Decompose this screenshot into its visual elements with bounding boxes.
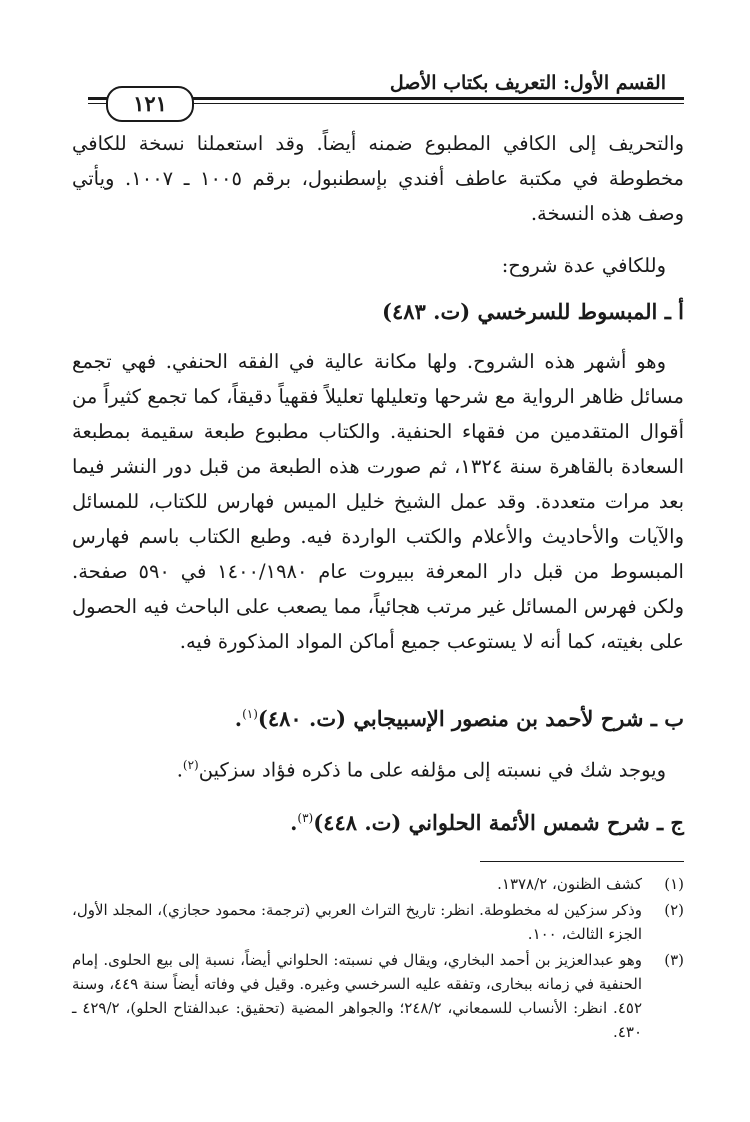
paragraph-continuation: والتحريف إلى الكافي المطبوع ضمنه أيضاً. وقد استعملنا نسخة للكافي مخطوطة في مكتبة عاطف أفندي بإسطنبول، برقم ١٠٠٥ ـ ١٠٠٧. ويأتي وصف هذه النسخة. [72,132,684,225]
footnote-separator [480,861,684,862]
footnote-text: وهو عبدالعزيز بن أحمد البخاري، ويقال في نسبته: الحلواني أيضاً، نسبة إلى بيع الحلوى. إمام الحنفية في زمانه ببخارى، وتفقه عليه السرخسي وغيره. وقيل في وفاته أيضاً سنة ٤٤٩، وسنة ٤٥٢. انظر: الأنساب للسمعاني، ٢٤٨/٢؛ والجواهر المضية (تحقيق: عبدالفتاح الحلو)، ٤٢٩/٢ ـ ٤٣٠. [72,951,642,1041]
body-block-6 [72,748,684,788]
page-number: ١٢١ [106,86,194,122]
footnote-number: (٣) [664,951,684,969]
body-block-4 [72,344,684,659]
section-heading-c-text: ج ـ شرح شمس الأئمة الحلواني (ت. ٤٤٨) [313,810,684,835]
section-heading-a: أ ـ المبسوط للسرخسي (ت. ٤٨٣) [382,299,684,324]
footnote-1 [72,872,684,896]
footnote-number: (٢) [664,901,684,919]
footnote-text: كشف الظنون، ١٣٧٨/٢. [497,875,642,893]
footnotes [72,872,684,1046]
body-block-7 [72,798,684,843]
footnote-ref-3: (٣) [297,811,314,825]
footnote-ref-1: (١) [242,707,258,721]
section-heading-b-text: ب ـ شرح لأحمد بن منصور الإسبيجابي (ت. ٤٨٠) [257,706,684,731]
section-heading-c-period: . [290,810,298,835]
body-block-3 [72,292,684,332]
paragraph-mabsut: وهو أشهر هذه الشروح. ولها مكانة عالية في الفقه الحنفي. فهي تجمع مسائل ظاهر الرواية مع شرحها وتعليلها تعليلاً فقهياً دقيقاً، كما تجمع كثيراً من أقوال المتقدمين من فقهاء الحنفية. والكتاب مطبوع طبعة سقيمة بمطبعة السعادة بالقاهرة سنة ١٣٢٤، ثم صورت هذه الطبعة من قبل دور النشر فيما بعد مرات متعددة. وقد عمل الشيخ خليل الميس فهارس للكتاب، للمسائل والآيات والأحاديث والأعلام والكتب الواردة فيه. وطبع الكتاب باسم فهارس المبسوط من قبل دار المعرفة ببيروت عام ١٤٠٠/١٩٨٠ في ٥٩٠ صفحة. ولكن فهرس المسائل غير مرتب هجائياً، مما يصعب على الباحث فيه الحصول على بغيته، كما أنه لا يستوعب جميع أماكن المواد المذكورة فيه. [72,350,685,653]
footnote-text: وذكر سزكين له مخطوطة. انظر: تاريخ التراث العربي (ترجمة: محمود حجازي)، المجلد الأول، الجزء الثالث، ١٠٠. [72,901,642,943]
footnote-3 [72,948,684,1044]
paragraph-attribution-text: ويوجد شك في نسبته إلى مؤلفه على ما ذكره فؤاد سزكين [198,758,666,782]
running-header-title: القسم الأول: التعريف بكتاب الأصل [389,72,666,94]
body-block-2 [72,248,684,283]
section-heading-b-period: . [234,706,243,731]
section-heading-c [72,798,684,843]
body-block-1 [72,126,684,231]
paragraph-commentaries-intro: وللكافي عدة شروح: [501,254,666,277]
body-block-5 [72,694,684,739]
footnote-2 [72,898,684,946]
paragraph-attribution-period: . [176,758,183,782]
section-heading-b [72,694,684,739]
paragraph-attribution [72,748,684,788]
footnote-number: (١) [664,875,684,893]
footnote-ref-2: (٢) [182,758,199,772]
